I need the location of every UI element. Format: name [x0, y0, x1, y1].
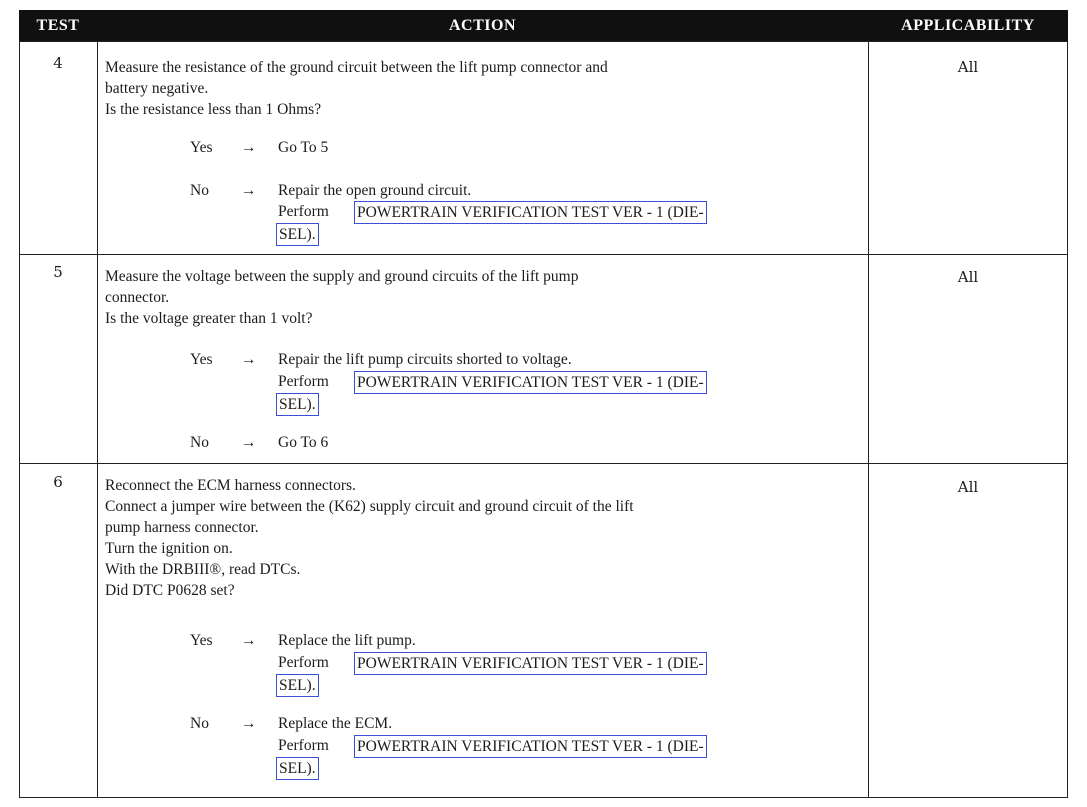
header-test: TEST: [19, 10, 97, 41]
yes-result: Repair the lift pump circuits shorted to voltage.: [278, 351, 572, 368]
test-number: 4: [53, 54, 63, 72]
action-line: connector.: [105, 289, 170, 306]
arrow-icon: →: [241, 139, 257, 156]
action-line: Did DTC P0628 set?: [105, 582, 235, 599]
yes-label: Yes: [190, 351, 213, 368]
header-applicability: APPLICABILITY: [868, 10, 1068, 41]
applicability-value: All: [957, 478, 979, 496]
applicability-value: All: [957, 58, 979, 76]
no-label: No: [190, 434, 209, 451]
action-line: Measure the resistance of the ground circuit between the lift pump connector and: [105, 59, 608, 76]
verification-test-link[interactable]: POWERTRAIN VERIFICATION TEST VER - 1 (DIE-: [354, 735, 707, 758]
arrow-icon: →: [241, 434, 257, 451]
verification-test-link[interactable]: SEL).: [276, 757, 319, 780]
yes-result: Replace the lift pump.: [278, 632, 416, 649]
applicability-value: All: [957, 268, 979, 286]
action-text: [105, 266, 865, 329]
verification-test-link[interactable]: SEL).: [276, 393, 319, 416]
header-action: ACTION: [97, 10, 868, 41]
perform-label: Perform: [278, 203, 329, 220]
no-result: Replace the ECM.: [278, 715, 393, 732]
column-divider: [97, 41, 98, 798]
action-line: pump harness connector.: [105, 519, 259, 536]
no-result: Repair the open ground circuit.: [278, 182, 472, 199]
action-text: [105, 475, 865, 601]
row-divider: [19, 254, 1068, 255]
verification-test-link[interactable]: POWERTRAIN VERIFICATION TEST VER - 1 (DIE-: [354, 201, 707, 224]
column-divider: [868, 41, 869, 798]
action-line: Measure the voltage between the supply and ground circuits of the lift pump: [105, 268, 579, 285]
verification-test-link[interactable]: POWERTRAIN VERIFICATION TEST VER - 1 (DIE-: [354, 652, 707, 675]
no-label: No: [190, 182, 209, 199]
perform-label: Perform: [278, 737, 329, 754]
verification-test-link[interactable]: POWERTRAIN VERIFICATION TEST VER - 1 (DIE-: [354, 371, 707, 394]
arrow-icon: →: [241, 182, 257, 199]
arrow-icon: →: [241, 715, 257, 732]
action-text: [105, 57, 865, 120]
action-line: Turn the ignition on.: [105, 540, 233, 557]
row-divider: [19, 463, 1068, 464]
perform-label: Perform: [278, 654, 329, 671]
no-result: Go To 6: [278, 434, 329, 451]
action-line: Is the voltage greater than 1 volt?: [105, 310, 313, 327]
action-line: battery negative.: [105, 80, 209, 97]
yes-label: Yes: [190, 632, 213, 649]
action-line: Connect a jumper wire between the (K62) supply circuit and ground circuit of the lift: [105, 498, 634, 515]
yes-label: Yes: [190, 139, 213, 156]
arrow-icon: →: [241, 351, 257, 368]
action-line: Is the resistance less than 1 Ohms?: [105, 101, 322, 118]
perform-label: Perform: [278, 373, 329, 390]
table-border: [19, 41, 1068, 798]
test-number: 5: [53, 263, 63, 281]
action-line: With the DRBIII®, read DTCs.: [105, 561, 301, 578]
no-label: No: [190, 715, 209, 732]
action-line: Reconnect the ECM harness connectors.: [105, 477, 356, 494]
yes-result: Go To 5: [278, 139, 329, 156]
arrow-icon: →: [241, 632, 257, 649]
test-number: 6: [53, 473, 63, 491]
verification-test-link[interactable]: SEL).: [276, 674, 319, 697]
verification-test-link[interactable]: SEL).: [276, 223, 319, 246]
